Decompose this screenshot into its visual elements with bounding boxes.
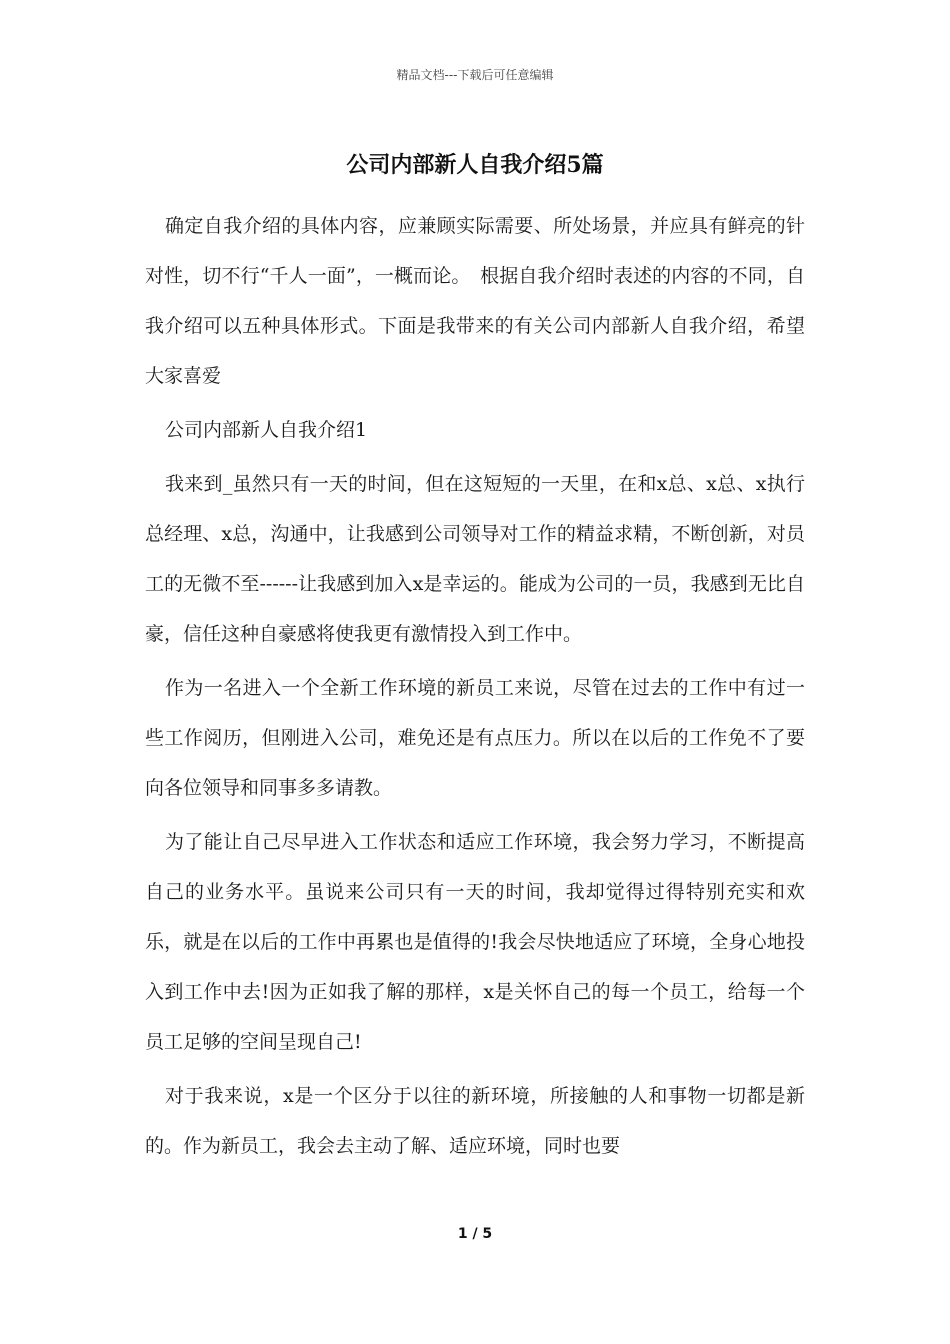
document-body xyxy=(145,201,805,1175)
document-title: 公司内部新人自我介绍5篇 xyxy=(346,152,604,178)
intro-paragraph: 确定自我介绍的具体内容，应兼顾实际需要、所处场景，并应具有鲜亮的针对性，切不行“千人一面”，一概而论。 根据自我介绍时表述的内容的不同，自我介绍可以五种具体形式。下面是我带来的有关公司内部新人自我介绍，希望大家喜爱 xyxy=(145,215,805,387)
page-number: 1 / 5 xyxy=(457,1226,493,1242)
body-paragraph: 为了能让自己尽早进入工作状态和适应工作环境，我会努力学习，不断提高自己的业务水平。虽说来公司只有一天的时间，我却觉得过得特别充实和欢乐，就是在以后的工作中再累也是值得的!我会尽快地适应了环境，全身心地投入到工作中去!因为正如我了解的那样，x是关怀自己的每一个员工，给每一个员工足够的空间呈现自己! xyxy=(145,831,805,1053)
body-paragraph: 作为一名进入一个全新工作环境的新员工来说，尽管在过去的工作中有过一些工作阅历，但刚进入公司，难免还是有点压力。所以在以后的工作免不了要向各位领导和同事多多请教。 xyxy=(145,677,805,799)
header-note: 精品文档---下载后可任意编辑 xyxy=(396,68,554,82)
body-paragraph: 对于我来说，x是一个区分于以往的新环境，所接触的人和事物一切都是新的。作为新员工，我会去主动了解、适应环境，同时也要 xyxy=(145,1085,805,1157)
body-paragraph: 我来到_虽然只有一天的时间，但在这短短的一天里，在和x总、x总、x执行总经理、x总，沟通中，让我感到公司领导对工作的精益求精，不断创新，对员工的无微不至------让我感到加入x是幸运的。能成为公司的一员，我感到无比自豪，信任这种自豪感将使我更有激情投入到工作中。 xyxy=(145,473,805,645)
section-heading: 公司内部新人自我介绍1 xyxy=(165,419,368,441)
